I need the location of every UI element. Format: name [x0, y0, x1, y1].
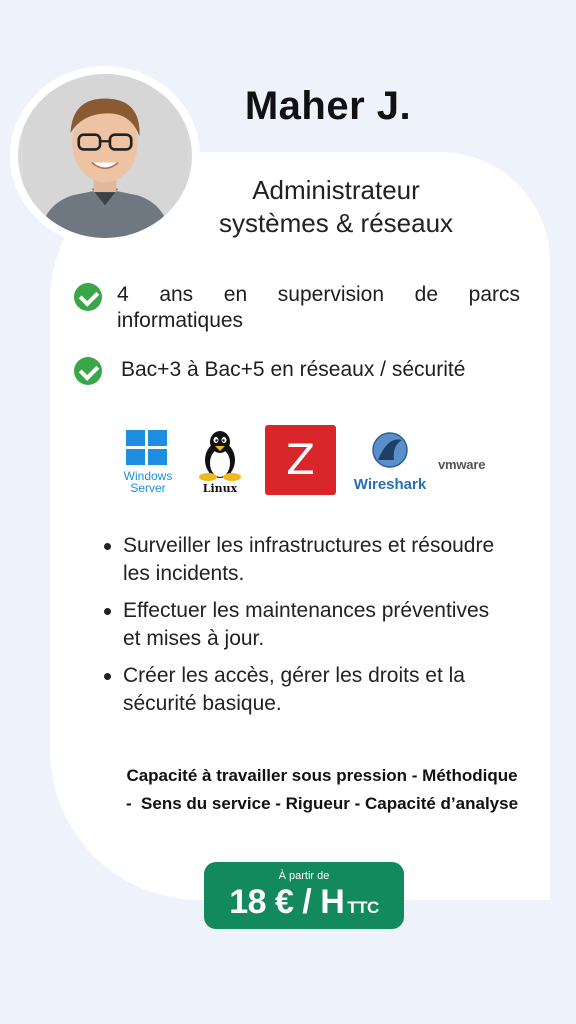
- task-text: Effectuer les maintenances préventives et mises à jour.: [123, 599, 490, 650]
- windows-icon: [126, 430, 168, 466]
- tux-penguin-icon: [192, 428, 248, 482]
- windows-label-1: Windows: [123, 469, 173, 483]
- list-item: [104, 597, 504, 653]
- qualities-line-1: Capacité à travailler sous pression - Méthodique: [126, 766, 518, 785]
- highlight-education: [74, 356, 465, 385]
- price-amount-row: [204, 884, 404, 926]
- wireshark-logo: [352, 432, 428, 494]
- windows-server-logo: [118, 428, 178, 494]
- highlight-experience: [74, 282, 520, 334]
- qualities-text: [92, 762, 552, 818]
- price-unit: TTC: [347, 898, 379, 917]
- linux-label: Linux: [202, 482, 238, 495]
- task-text: Créer les accès, gérer les droits et la sécurité basique.: [123, 664, 465, 715]
- price-amount: 18 € / H: [229, 883, 345, 921]
- vmware-label: vmware: [438, 457, 486, 472]
- linux-logo: [192, 428, 248, 494]
- tasks-list: [104, 532, 504, 727]
- bullet-icon: [104, 673, 111, 680]
- avatar: [10, 66, 200, 246]
- bullet-icon: [104, 608, 111, 615]
- bullet-icon: [104, 543, 111, 550]
- check-circle-icon: [74, 357, 102, 385]
- profile-photo: [18, 74, 192, 238]
- price-badge[interactable]: [204, 862, 404, 929]
- price-label: À partir de: [278, 870, 330, 882]
- list-item: [104, 532, 504, 588]
- highlight-text: Bac+3 à Bac+5 en réseaux / sécurité: [121, 358, 466, 381]
- role-line-1: Administrateur: [252, 175, 420, 205]
- role-line-2: systèmes & réseaux: [218, 208, 454, 238]
- task-text: Surveiller les infrastructures et résoudre les incidents.: [123, 534, 495, 585]
- vmware-logo: [438, 456, 502, 472]
- highlight-text: 4 ans en supervision de parcs informatiques: [117, 283, 520, 332]
- wireshark-fin-icon: [352, 432, 428, 474]
- list-item: [104, 662, 504, 718]
- profile-role: [176, 174, 496, 240]
- wireshark-label: Wireshark: [353, 476, 427, 493]
- zabbix-logo: Z: [265, 425, 336, 495]
- profile-name: Maher J.: [244, 84, 412, 128]
- qualities-line-2: - Sens du service - Rigueur - Capacité d’analyse: [125, 794, 519, 813]
- windows-label-2: Server: [130, 481, 166, 495]
- tools-logos: [112, 422, 512, 502]
- check-circle-icon: [74, 283, 102, 311]
